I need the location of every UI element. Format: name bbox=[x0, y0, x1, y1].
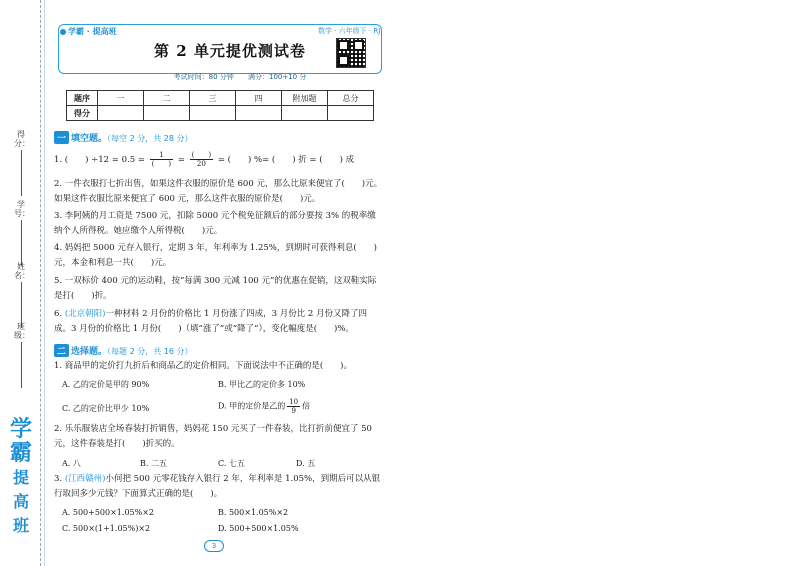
option-c[interactable]: C. 乙的定价比甲少 10% bbox=[62, 404, 150, 413]
subject-label: 数学 · 六年级下 · RJ bbox=[318, 27, 381, 35]
score-cell[interactable] bbox=[282, 106, 328, 121]
class-label: 班级： bbox=[14, 322, 30, 340]
student-id-field[interactable] bbox=[14, 200, 28, 266]
name-label: 姓名： bbox=[14, 262, 30, 280]
fill-question-3: 3. 李阿姨的月工资是 7500 元，扣除 5000 元个税免征额后的部分要按 3% 的税率缴纳个人所得税。她应缴个人所得税( )元。 bbox=[54, 211, 376, 236]
class-field[interactable] bbox=[14, 322, 28, 388]
class-line bbox=[21, 342, 22, 388]
option-b[interactable]: B. 500×1.05%×2 bbox=[218, 508, 289, 517]
score-cell[interactable] bbox=[190, 106, 236, 121]
logo-icon bbox=[60, 29, 66, 35]
score-field-line bbox=[21, 150, 22, 196]
qr-code-icon[interactable] bbox=[336, 38, 366, 68]
fraction: $\frac{( )}{20}$ bbox=[191, 151, 212, 168]
table-row: 题序 一 二 三 四 附加题 总分 bbox=[67, 91, 374, 106]
student-id-line bbox=[21, 220, 22, 266]
table-row: 得分 bbox=[67, 106, 374, 121]
fraction: $\frac{10}{9}$ bbox=[289, 398, 299, 415]
choice-question-2: 2. 乐乐服装店全场春装打折销售，妈妈花 150 元买了一件春装，比打折前便宜了 50 元，这件春装是打( )折买的。 bbox=[54, 424, 372, 449]
option-c[interactable]: C. 500×(1+1.05%)×2 bbox=[62, 524, 151, 533]
exam-full-score: 满分：100+10 分 bbox=[248, 73, 307, 81]
fill-question-1: 1. ( ) ÷12 = 0.5 = $\frac{1}{( )}$ = $\frac{( )}{20}$ = ( ) %= ( ) 折 = ( ) 成 bbox=[54, 151, 355, 168]
page-title: 第 2 单元提优测试卷 bbox=[154, 42, 306, 60]
section-1-heading: 一 填空题。（每空 2 分，共 28 分） bbox=[54, 131, 192, 144]
score-field[interactable] bbox=[14, 130, 28, 196]
option-d[interactable]: D. 五 bbox=[296, 459, 316, 468]
fill-question-5: 5. 一双标价 400 元的运动鞋，按“每满 300 元减 100 元”的优惠在促销，这双鞋实际是打( )折。 bbox=[54, 276, 377, 301]
fill-question-4: 4. 妈妈把 5000 元存入银行，定期 3 年，年利率为 1.25%，到期时可获得利息( )元，本金和利息一共( )元。 bbox=[54, 243, 377, 268]
option-c[interactable]: C. 七五 bbox=[218, 459, 245, 468]
exam-info bbox=[140, 72, 340, 82]
section-2-heading: 二 选择题。（每题 2 分，共 16 分） bbox=[54, 344, 192, 357]
fill-question-6: 6. (北京朝阳)一种材料 2 月份的价格比 1 月份涨了四成，3 月份比 2 月份又降了四成。3 月份的价格比 1 月份( )（填“涨了”或“降了”），变化幅度是( )%。 bbox=[54, 309, 368, 334]
option-d[interactable]: D. 500+500×1.05% bbox=[218, 524, 299, 533]
name-field[interactable] bbox=[14, 262, 28, 328]
choice-question-3: 3. (江西赣州)小何把 500 元零花钱存入银行 2 年，年利率是 1.05%，到期后可以从银行取回多少元钱？下面算式正确的是( )。 bbox=[54, 474, 381, 499]
score-cell[interactable] bbox=[144, 106, 190, 121]
score-cell[interactable] bbox=[98, 106, 144, 121]
fill-question-2: 2. 一件衣服打七折出售，如果这件衣服的原价是 600 元，那么比原来便宜了( )元。如果这件衣服比原来便宜了 600 元，那么这件衣服的原价是( )元。 bbox=[54, 179, 383, 204]
score-cell[interactable] bbox=[236, 106, 282, 121]
fraction: $\frac{1}{( )}$ bbox=[151, 151, 172, 168]
option-d[interactable]: D. 甲的定价是乙的 $\frac{10}{9}$ 倍 bbox=[218, 398, 311, 415]
exam-time: 考试时间：80 分钟 bbox=[173, 73, 234, 81]
cut-line bbox=[40, 0, 41, 566]
page-number: 3 bbox=[204, 540, 224, 552]
vertical-brand-logo: 学 霸 提 高 班 bbox=[9, 417, 32, 535]
option-a[interactable]: A. 500+500×1.05%×2 bbox=[62, 508, 155, 517]
option-a[interactable]: A. 八 bbox=[62, 459, 81, 468]
score-table bbox=[66, 90, 374, 121]
choice-question-1: 1. 商品甲的定价打九折后和商品乙的定价相同。下面说法中不正确的是( )。 bbox=[54, 361, 352, 371]
score-field-label: 得分： bbox=[14, 130, 30, 148]
option-a[interactable]: A. 乙的定价是甲的 90% bbox=[62, 380, 150, 389]
header-logo: 学霸 · 提高班 bbox=[60, 26, 117, 37]
option-b[interactable]: B. 二五 bbox=[140, 459, 167, 468]
student-id-label: 学号： bbox=[14, 200, 30, 218]
option-b[interactable]: B. 甲比乙的定价多 10% bbox=[218, 380, 306, 389]
score-cell[interactable] bbox=[328, 106, 374, 121]
